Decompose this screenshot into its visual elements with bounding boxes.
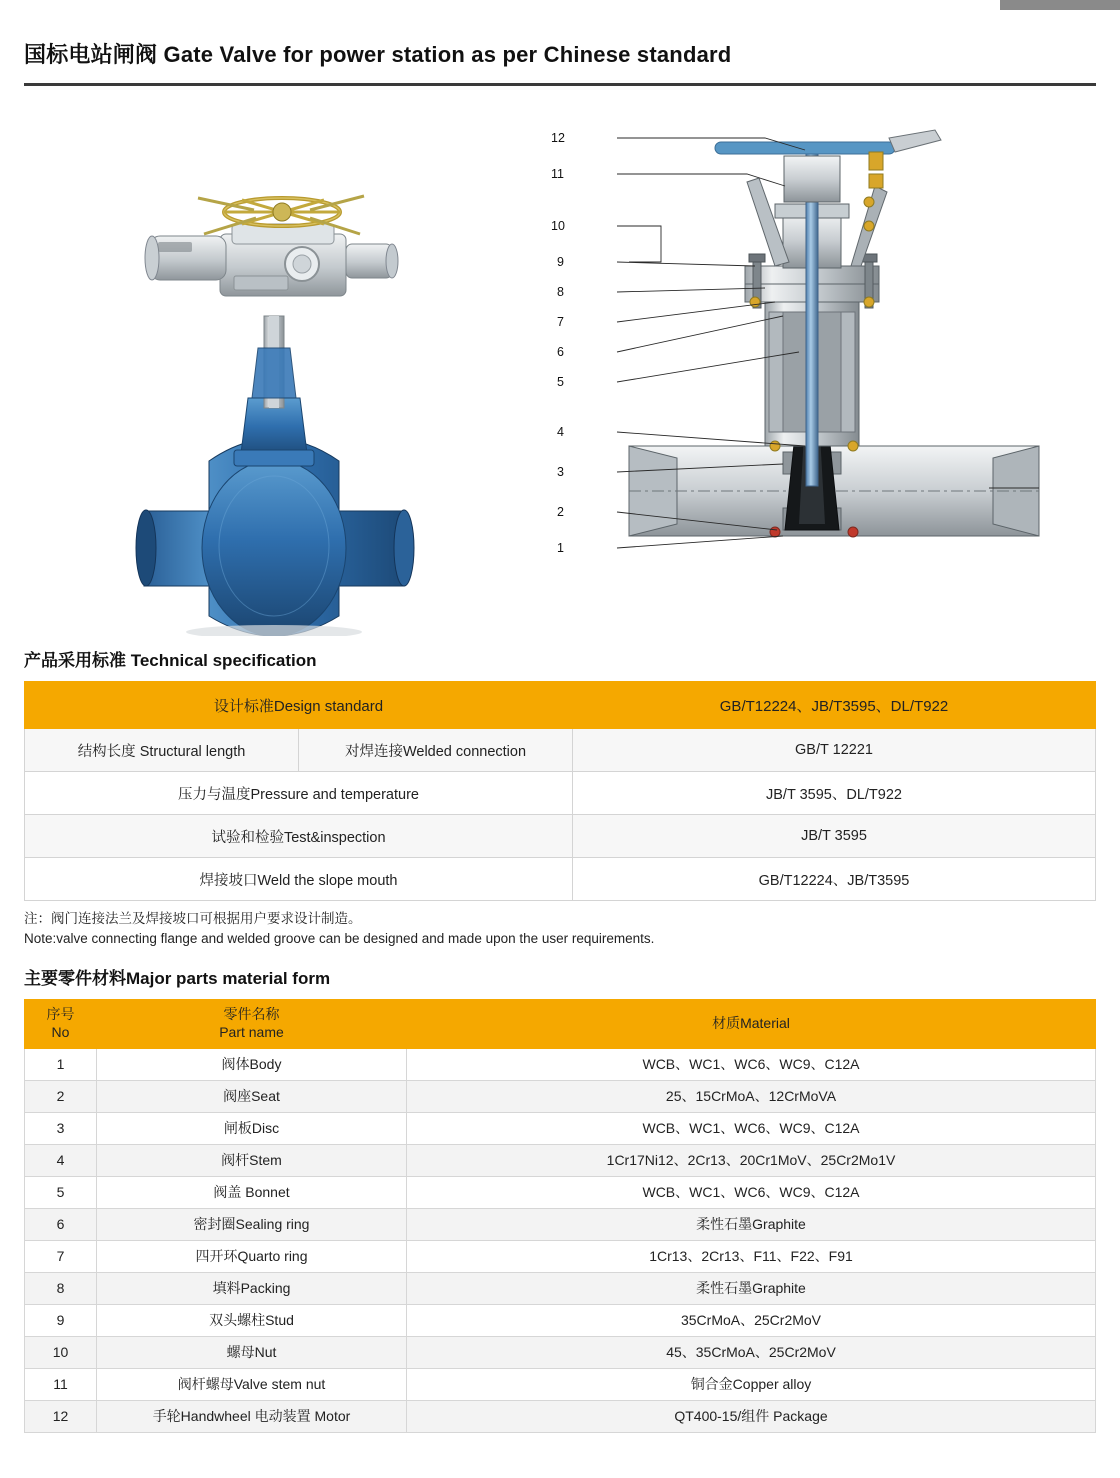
- part-name: 阀盖 Bonnet: [97, 1176, 407, 1208]
- part-material: 1Cr13、2Cr13、F11、F22、F91: [407, 1240, 1096, 1272]
- part-name: 阀座Seat: [97, 1080, 407, 1112]
- table-row: [25, 1400, 1096, 1432]
- table-row: [25, 858, 1096, 901]
- parts-section-heading: [24, 964, 1096, 989]
- spec-label-0: 设计标准Design standard: [25, 682, 573, 729]
- spec-note: [24, 909, 1096, 950]
- top-corner-bar: [1000, 0, 1120, 10]
- part-material: 45、35CrMoA、25Cr2MoV: [407, 1336, 1096, 1368]
- part-material: 25、15CrMoA、12CrMoVA: [407, 1080, 1096, 1112]
- part-no: 8: [25, 1272, 97, 1304]
- table-row: [25, 815, 1096, 858]
- part-name: 阀杆螺母Valve stem nut: [97, 1368, 407, 1400]
- parts-heading-en: Major parts material form: [126, 968, 331, 988]
- part-material: WCB、WC1、WC6、WC9、C12A: [407, 1112, 1096, 1144]
- table-row: [25, 1304, 1096, 1336]
- table-row: [25, 1240, 1096, 1272]
- callout-11: 11: [551, 167, 564, 181]
- spec-value-3: JB/T 3595: [573, 815, 1096, 858]
- table-row: [25, 1208, 1096, 1240]
- part-no: 10: [25, 1336, 97, 1368]
- callout-7: 7: [557, 315, 564, 329]
- callout-5: 5: [557, 375, 564, 389]
- table-row: [25, 1048, 1096, 1080]
- callout-4: 4: [557, 425, 564, 439]
- figures-area: [24, 86, 1096, 646]
- part-no: 1: [25, 1048, 97, 1080]
- table-row: [25, 772, 1096, 815]
- callout-2: 2: [557, 505, 564, 519]
- part-no: 5: [25, 1176, 97, 1208]
- column-header-name-cn: 零件名称: [223, 1006, 280, 1022]
- valve-photo: [114, 116, 434, 636]
- column-header-no-cn: 序号: [46, 1006, 75, 1022]
- part-no: 9: [25, 1304, 97, 1336]
- callout-1: 1: [557, 541, 564, 555]
- spec-value-2: JB/T 3595、DL/T922: [573, 772, 1096, 815]
- spec-heading-cn: 产品采用标准: [24, 651, 126, 670]
- callout-3: 3: [557, 465, 564, 479]
- callout-12: 12: [551, 131, 565, 145]
- part-no: 11: [25, 1368, 97, 1400]
- page-title: 国标电站闸阀 Gate Valve for power station as per Chinese standard: [24, 42, 732, 67]
- callout-6: 6: [557, 345, 564, 359]
- note-line-en: Note:valve connecting flange and welded groove can be designed and made upon the user requirements.: [24, 931, 655, 947]
- part-no: 4: [25, 1144, 97, 1176]
- table-header-row: [25, 999, 1096, 1048]
- column-header-no: [25, 999, 97, 1048]
- part-material: WCB、WC1、WC6、WC9、C12A: [407, 1048, 1096, 1080]
- part-material: 柔性石墨Graphite: [407, 1272, 1096, 1304]
- part-no: 6: [25, 1208, 97, 1240]
- part-name: 阀体Body: [97, 1048, 407, 1080]
- spec-section-heading: [24, 646, 1096, 671]
- table-row: [25, 1368, 1096, 1400]
- column-header-name-en: Part name: [219, 1023, 284, 1040]
- part-name: 阀杆Stem: [97, 1144, 407, 1176]
- table-row: [25, 1272, 1096, 1304]
- table-row: [25, 1176, 1096, 1208]
- technical-specification-table: [24, 681, 1096, 901]
- table-row: [25, 1112, 1096, 1144]
- part-name: 四开环Quarto ring: [97, 1240, 407, 1272]
- part-name: 双头螺柱Stud: [97, 1304, 407, 1336]
- part-no: 2: [25, 1080, 97, 1112]
- callout-9: 9: [557, 255, 564, 269]
- valve-section-graphic: [569, 116, 1089, 616]
- part-material: 1Cr17Ni12、2Cr13、20Cr1MoV、25Cr2Mo1V: [407, 1144, 1096, 1176]
- part-no: 7: [25, 1240, 97, 1272]
- spec-sublabel-1: 对焊连接Welded connection: [299, 729, 573, 772]
- spec-label-2: 压力与温度Pressure and temperature: [25, 772, 573, 815]
- spec-value-4: GB/T12224、JB/T3595: [573, 858, 1096, 901]
- table-row: [25, 729, 1096, 772]
- spec-label-3: 试验和检验Test&inspection: [25, 815, 573, 858]
- table-row: [25, 1080, 1096, 1112]
- note-line-cn: 注：阀门连接法兰及焊接坡口可根据用户要求设计制造。: [24, 911, 362, 926]
- part-material: WCB、WC1、WC6、WC9、C12A: [407, 1176, 1096, 1208]
- major-parts-material-table: [24, 999, 1096, 1433]
- table-row: [25, 1144, 1096, 1176]
- part-material: 柔性石墨Graphite: [407, 1208, 1096, 1240]
- spec-value-1: GB/T 12221: [573, 729, 1096, 772]
- part-material: 35CrMoA、25Cr2MoV: [407, 1304, 1096, 1336]
- parts-heading-cn: 主要零件材料: [24, 968, 126, 988]
- part-name: 闸板Disc: [97, 1112, 407, 1144]
- callout-8: 8: [557, 285, 564, 299]
- part-no: 3: [25, 1112, 97, 1144]
- part-name: 填料Packing: [97, 1272, 407, 1304]
- column-header-no-en: No: [51, 1023, 70, 1040]
- part-name: 手轮Handwheel 电动装置 Motor: [97, 1400, 407, 1432]
- callout-10: 10: [551, 219, 565, 233]
- column-header-part-name: [97, 999, 407, 1048]
- part-material: 铜合金Copper alloy: [407, 1368, 1096, 1400]
- spec-heading-en: Technical specification: [126, 651, 317, 670]
- spec-label-1: 结构长度 Structural length: [25, 729, 299, 772]
- part-name: 密封圈Sealing ring: [97, 1208, 407, 1240]
- column-header-material: 材质Material: [407, 999, 1096, 1048]
- part-material: QT400-15/组件 Package: [407, 1400, 1096, 1432]
- title-row: [24, 0, 1096, 86]
- part-name: 螺母Nut: [97, 1336, 407, 1368]
- valve-photo-graphic: [114, 116, 434, 636]
- table-row: [25, 1336, 1096, 1368]
- valve-section-drawing: [551, 116, 1089, 616]
- table-row: [25, 682, 1096, 729]
- part-no: 12: [25, 1400, 97, 1432]
- spec-value-0: GB/T12224、JB/T3595、DL/T922: [573, 682, 1096, 729]
- spec-label-4: 焊接坡口Weld the slope mouth: [25, 858, 573, 901]
